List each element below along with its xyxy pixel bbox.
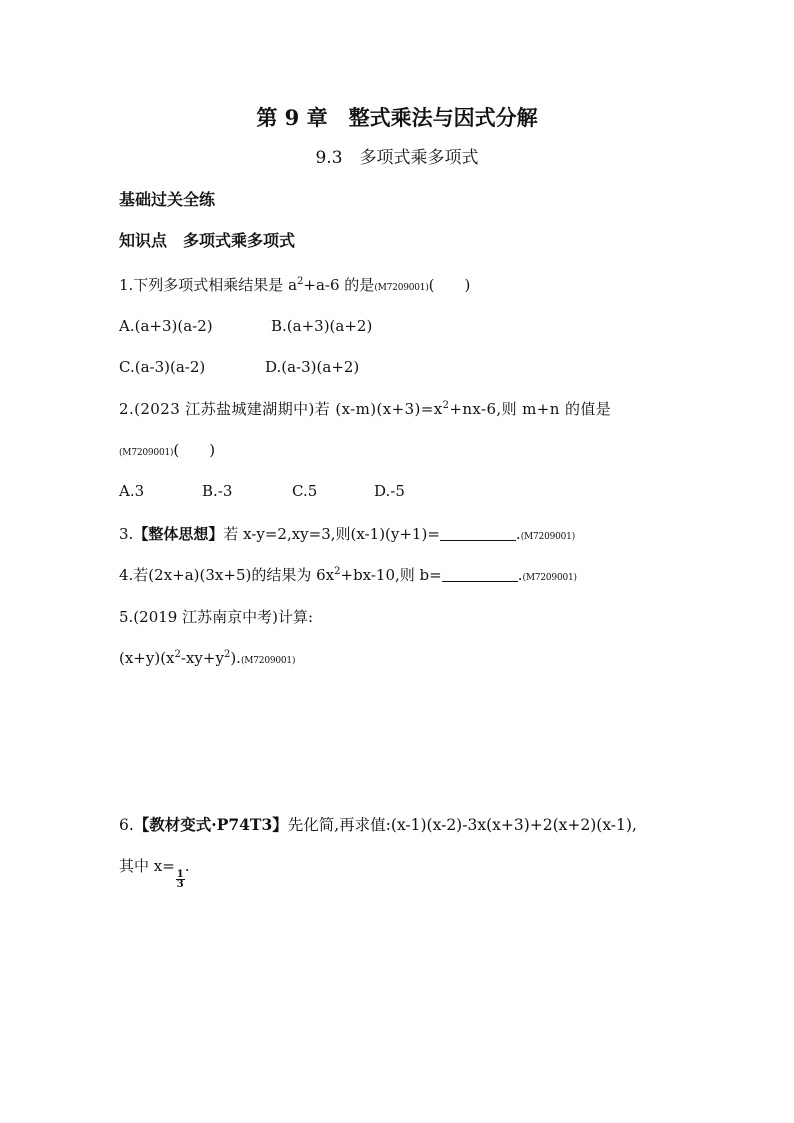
q1-code: (M7209001) xyxy=(374,283,429,293)
q5-expr-b: -xy+y xyxy=(180,649,224,667)
q1-stem-end: +a-6 的是 xyxy=(303,276,375,294)
q1-option-d[interactable]: D.(a-3)(a+2) xyxy=(265,358,360,376)
question-3 xyxy=(119,524,575,547)
q4-period: . xyxy=(517,566,523,584)
q3-code: (M7209001) xyxy=(520,532,576,542)
q6-stem: 先化简,再求值:(x-1)(x-2)-3x(x+3)+2(x+2)(x-1), xyxy=(287,816,637,834)
q2-stem: 2.(2023 江苏盐城建湖期中)若 (x-m)(x+3)=x xyxy=(119,400,443,418)
q2-option-a[interactable]: A.3 xyxy=(119,482,145,500)
q2-stem-end: +nx-6,则 m+n 的值是 xyxy=(449,400,612,418)
q6-fraction-numerator: 1 xyxy=(176,869,184,880)
q2-option-c[interactable]: C.5 xyxy=(292,482,318,500)
q4-stem: 4.若(2x+a)(3x+5)的结果为 6x xyxy=(119,566,335,584)
q3-number: 3. xyxy=(119,525,134,543)
practice-heading: 基础过关全练 xyxy=(119,190,216,209)
q6-fraction xyxy=(176,870,185,889)
q1-option-a[interactable]: A.(a+3)(a-2) xyxy=(119,317,213,335)
q1-stem: 1.下列多项式相乘结果是 a xyxy=(119,276,298,294)
knowledge-heading: 知识点 多项式乘多项式 xyxy=(119,231,296,250)
q3-period: . xyxy=(515,525,521,543)
q6-tag: 【教材变式·P74T3】 xyxy=(133,815,288,834)
q6-period: . xyxy=(184,857,190,875)
q4-code: (M7209001) xyxy=(522,573,577,583)
q2-option-d[interactable]: D.-5 xyxy=(374,482,405,500)
q5-exponent-2: 2 xyxy=(223,649,231,660)
question-5: 5.(2019 江苏南京中考)计算: xyxy=(119,608,314,626)
question-4 xyxy=(119,565,577,588)
q5-expr-c: ). xyxy=(230,649,241,667)
q1-paren-open: ( xyxy=(428,276,435,294)
question-1 xyxy=(119,275,470,298)
q1-options-row-2 xyxy=(119,357,359,377)
chapter-title: 第 9 章 整式乘法与因式分解 xyxy=(256,105,538,130)
q2-code: (M7209001) xyxy=(119,448,174,458)
q2-paren-open: ( xyxy=(173,441,180,459)
q1-paren-close: ) xyxy=(464,276,471,294)
q5-code: (M7209001) xyxy=(240,656,296,666)
question-2 xyxy=(119,399,611,419)
q2-paren-close: ) xyxy=(209,441,216,459)
question-5-expression xyxy=(119,648,295,671)
q6-number: 6. xyxy=(119,816,134,834)
question-6-cont xyxy=(119,856,190,889)
q6-condition: 其中 x= xyxy=(119,857,175,875)
q1-option-b[interactable]: B.(a+3)(a+2) xyxy=(271,317,373,335)
q4-stem-end: +bx-10,则 b= xyxy=(340,566,442,584)
question-2-cont xyxy=(119,440,215,463)
q5-expr-a: (x+y)(x xyxy=(119,649,175,667)
q6-fraction-denominator: 3 xyxy=(176,879,184,890)
q5-exponent-1: 2 xyxy=(174,649,181,660)
q3-tag: 【整体思想】 xyxy=(133,525,224,543)
q3-stem: 若 x-y=2,xy=3,则(x-1)(y+1)= xyxy=(223,525,440,543)
q3-answer-blank[interactable] xyxy=(440,526,516,541)
q4-answer-blank[interactable] xyxy=(442,567,518,582)
question-6 xyxy=(119,815,637,835)
q4-exponent: 2 xyxy=(334,566,341,577)
q1-exponent: 2 xyxy=(297,276,304,287)
section-title: 9.3 多项式乘多项式 xyxy=(315,148,479,168)
q1-option-c[interactable]: C.(a-3)(a-2) xyxy=(119,358,206,376)
q1-options-row-1 xyxy=(119,316,372,336)
q2-options xyxy=(119,481,405,501)
q2-exponent: 2 xyxy=(442,400,450,411)
q2-option-b[interactable]: B.-3 xyxy=(202,482,233,500)
